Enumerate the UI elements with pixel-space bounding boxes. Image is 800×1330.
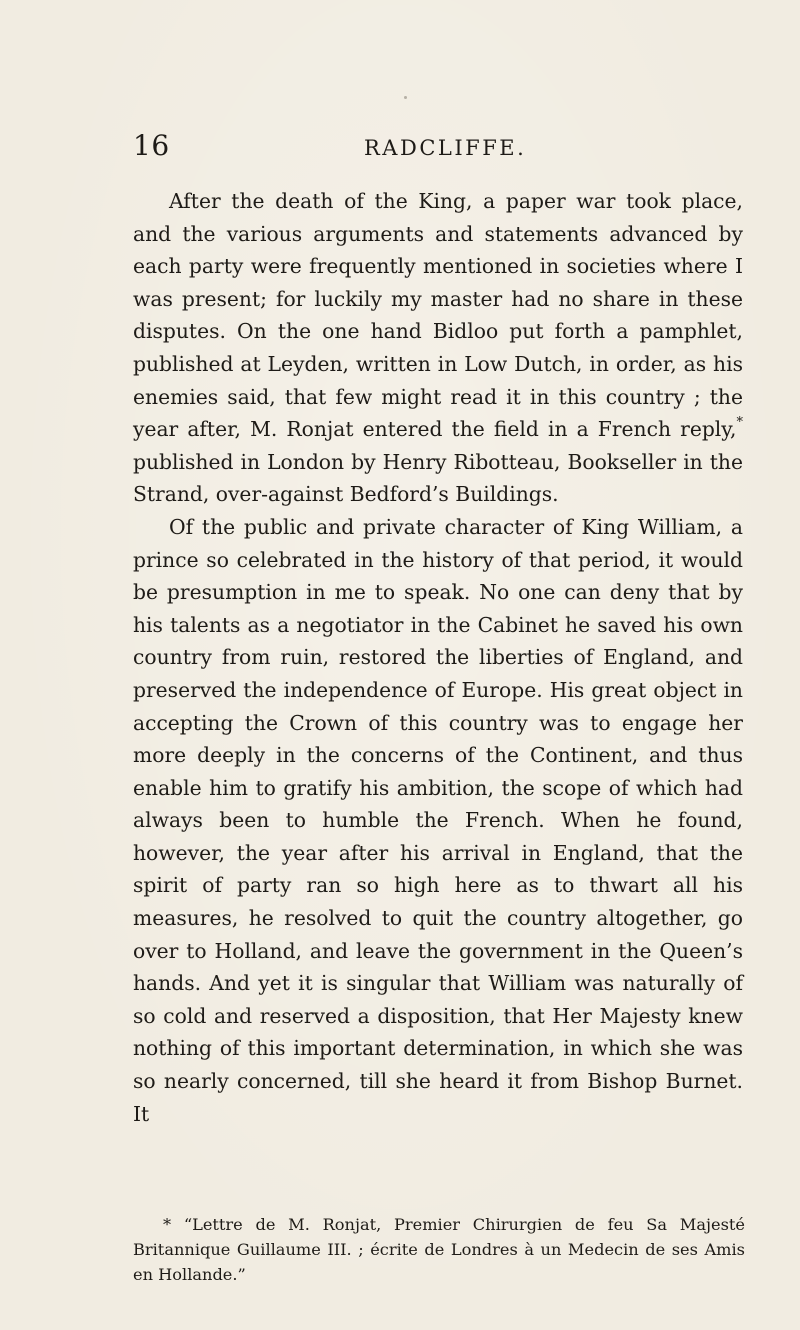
page-header [133, 128, 747, 164]
footnote-text: * “Lettre de M. Ronjat, Premier Chirurgien de feu Sa Majesté Britannique Guillaume III. ; écrite de Londres à un Medecin de ses Amis en Hollande.” [133, 1215, 745, 1284]
paragraph-1-text-after: published in London by Henry Ribotteau, Bookseller in the Strand, over-against Bedford’s Buildings. [133, 449, 743, 507]
footnote-reference-mark: * [736, 415, 743, 431]
paper-speck [294, 462, 297, 465]
paper-speck [404, 96, 407, 99]
running-head: RADCLIFFE. [364, 136, 527, 160]
footnote [133, 1212, 745, 1287]
page-number: 16 [133, 129, 170, 162]
paragraph-king-william: Of the public and private character of King William, a prince so celebrated in the history of that period, it would be presumption in me to speak. No one can deny that by his talents as a negotiator in the Cabinet he saved his own country from ruin, restored the liberties of England, and preserved the independence of Europe. His great object in accepting the Crown of this country was to engage her more deeply in the concerns of the Continent, and thus enable him to gratify his ambition, the scope of which had always been to humble the French. When he found, however, the year after his arrival in England, that the spirit of party ran so high here as to thwart all his measures, he resolved to quit the country altogether, go over to Holland, and leave the government in the Queen’s hands. And yet it is singular that William was naturally of so cold and reserved a disposition, that Her Majesty knew nothing of this important determination, in which she was so nearly concerned, till she heard it from Bishop Burnet. It [133, 514, 743, 1126]
body-text [133, 185, 743, 1130]
paragraph-1-text-before: After the death of the King, a paper war took place, and the various arguments and statements advanced by each party were frequently mentioned in societies where I was present; for luckily my master had no share in these disputes. On the one hand Bidloo put forth a pamphlet, published at Leyden, written in Low Dutch, in order, as his enemies said, that few might read it in this country ; the year after, M. Ronjat entered the field in a French reply, [133, 189, 743, 442]
paragraph-paper-war [133, 185, 743, 511]
